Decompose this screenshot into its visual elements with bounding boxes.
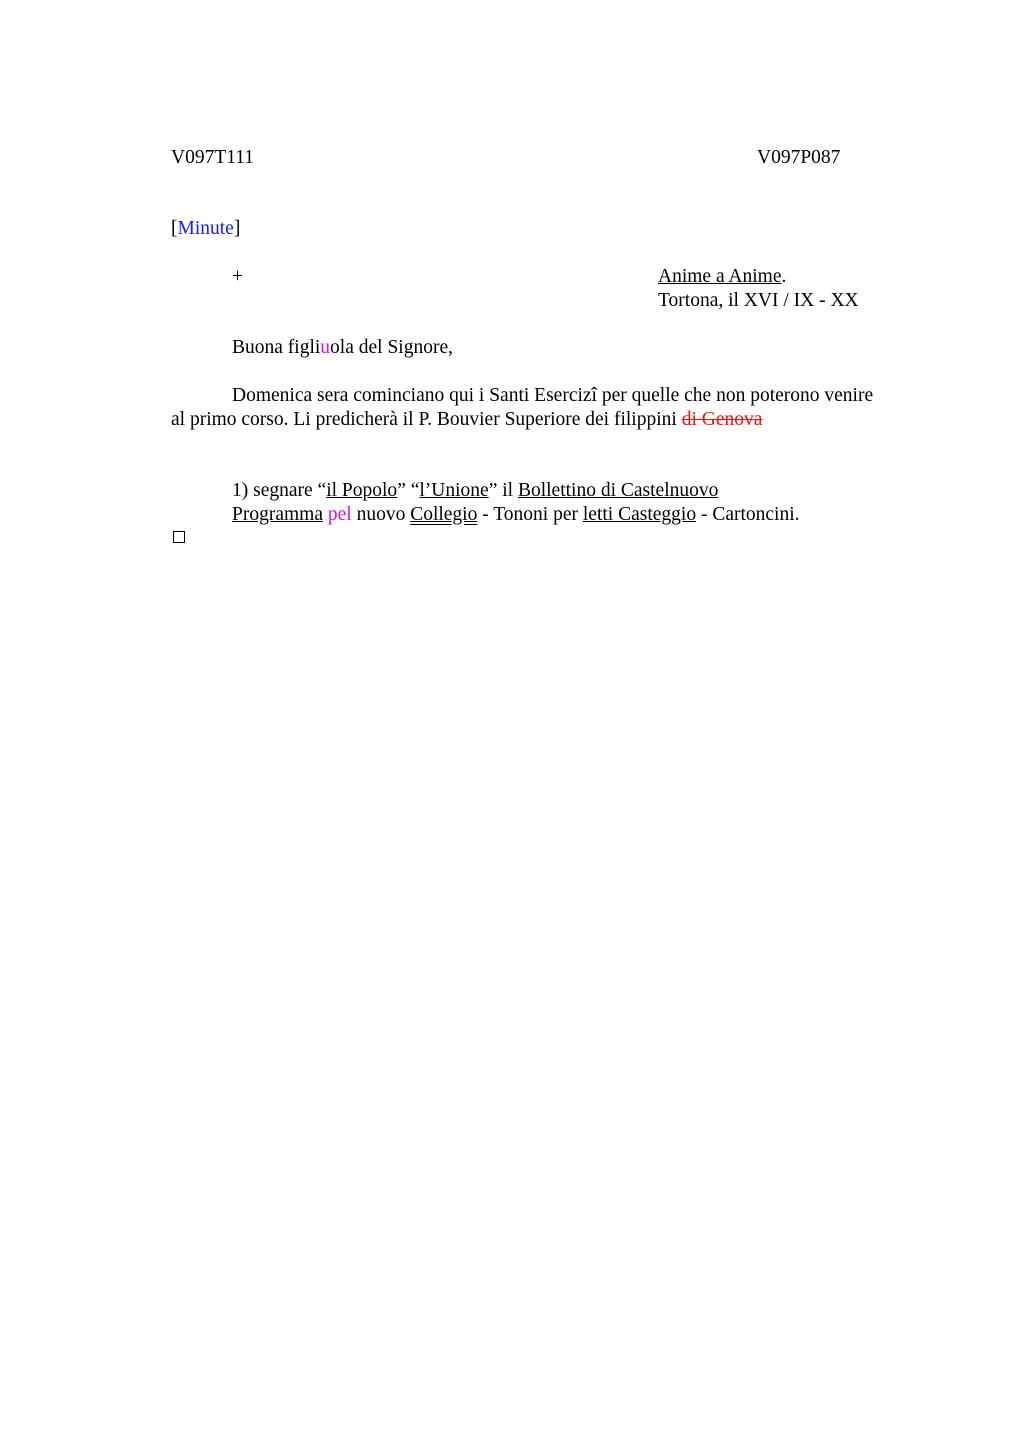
salutation-part2: ola del Signore,: [330, 337, 453, 358]
body-line-1-a: Domenica sera cominciano qui i Santi Esercizi: [232, 385, 597, 406]
note-programma: Programma: [232, 504, 323, 525]
cross-mark: +: [232, 266, 243, 287]
checkbox-square-icon: [173, 531, 185, 543]
note-prefix: 1) segnare “: [232, 480, 327, 501]
open-bracket: [: [171, 218, 178, 239]
body-line-1: [232, 384, 873, 408]
note-unione: l’Unione: [419, 480, 489, 501]
motto-period: .: [781, 266, 787, 287]
note-end: - Cartoncini.: [696, 504, 800, 525]
note-line-2: [232, 503, 800, 527]
salutation: [232, 336, 453, 360]
note-line-1: [232, 479, 718, 503]
section-label: [171, 217, 240, 241]
right-code: V097P087: [757, 147, 841, 168]
note-quote-1: ” “: [397, 480, 420, 501]
salutation-part1: Buona figli: [232, 337, 321, 358]
minute-label: Minute: [177, 218, 234, 239]
body-line-2-deletion: di Genova: [681, 409, 763, 430]
body-line-2: [171, 408, 762, 432]
left-code: V097T111: [171, 147, 255, 168]
note-quote-2: ” il: [488, 480, 518, 501]
close-bracket: ]: [233, 218, 241, 239]
salutation-insertion: u: [320, 337, 331, 358]
note-collegio: Collegio: [410, 504, 478, 525]
motto: Anime a Anime: [658, 266, 782, 287]
note-pel-insertion: pel: [322, 504, 352, 525]
note-letti: letti Casteggio: [582, 504, 697, 525]
motto-line: [658, 265, 786, 289]
note-popolo: il Popolo: [326, 480, 398, 501]
note-tononi: - Tononi per: [477, 504, 583, 525]
note-bollettino: Bollettino di Castelnuovo: [517, 480, 719, 501]
body-line-2-a: al primo corso. Li predicherà il P. Bouvier Superiore dei filippini: [171, 409, 682, 430]
note-nuovo: nuovo: [351, 504, 411, 525]
place-date: Tortona, il XVI / IX - XX: [658, 290, 859, 311]
body-line-1-b: per quelle che non poterono venire: [596, 385, 874, 406]
